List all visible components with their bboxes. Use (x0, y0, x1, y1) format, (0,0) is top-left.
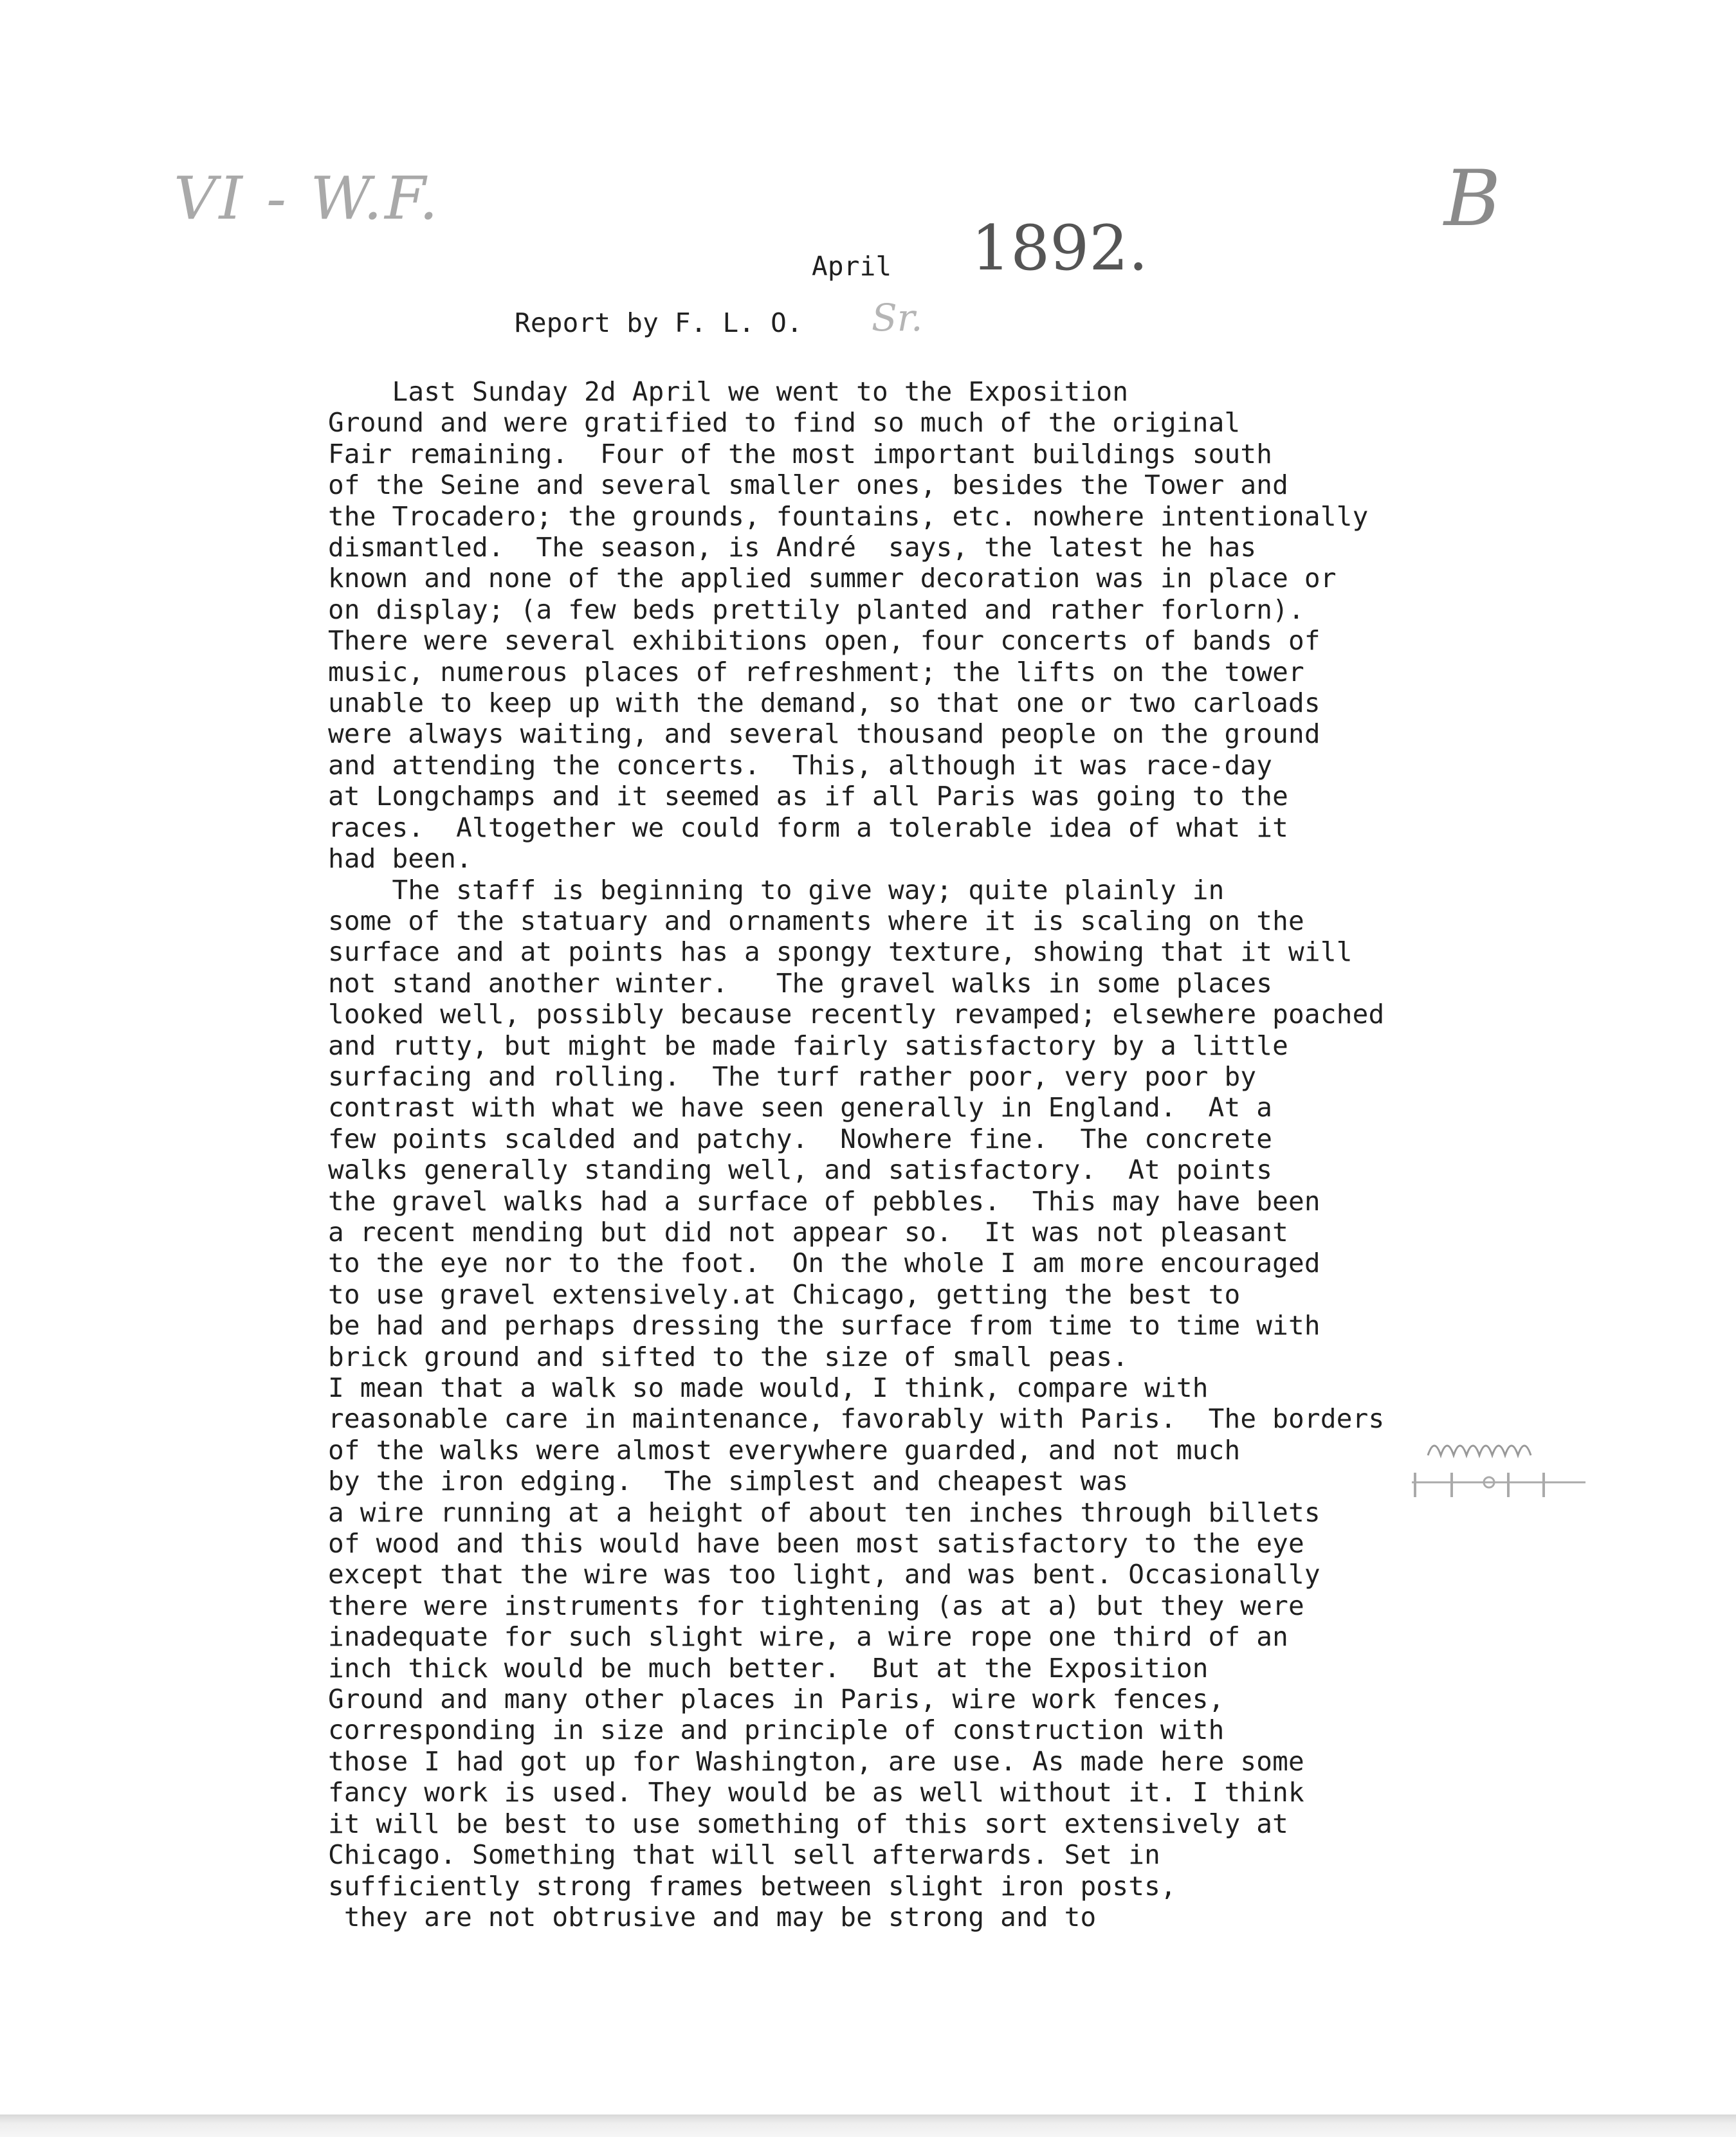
text-line: it will be best to use something of this sort extensively at (328, 1808, 1289, 1839)
text-line: and attending the concerts. This, although it was race-day (328, 749, 1273, 781)
text-line: had been. (328, 843, 472, 875)
text-line: surface and at points has a spongy texture, showing that it will (328, 936, 1353, 968)
text-line: at Longchamps and it seemed as if all Paris was going to the (328, 781, 1289, 812)
text-line: to use gravel extensively.at Chicago, getting the best to (328, 1278, 1241, 1310)
document-subtitle: Report by F. L. O. (515, 307, 803, 338)
text-line: races. Altogether we could form a tolerable idea of what it (328, 812, 1289, 843)
text-line: sufficiently strong frames between slight iron posts, (328, 1870, 1176, 1902)
text-line: the Trocadero; the grounds, fountains, etc. nowhere intentionally (328, 500, 1369, 532)
text-line: I mean that a walk so made would, I think, compare with (328, 1372, 1209, 1403)
text-line: dismantled. The season, is André says, the latest he has (328, 532, 1257, 563)
text-line: they are not obtrusive and may be strong and to (328, 1901, 1097, 1932)
handwritten-year: 1892. (971, 212, 1148, 284)
text-line: Ground and were gratified to find so much of the original (328, 407, 1241, 439)
text-line: a recent mending but did not appear so. It was not pleasant (328, 1216, 1289, 1248)
text-line: the gravel walks had a surface of pebbles. This may have been (328, 1185, 1320, 1217)
text-line: looked well, possibly because recently revamped; elsewhere poached (328, 999, 1385, 1030)
text-line: inch thick would be much better. But at the Exposition (328, 1652, 1209, 1684)
handwritten-reference: VI - W.F. (174, 164, 441, 233)
text-line: brick ground and sifted to the size of small peas. (328, 1341, 1129, 1372)
text-line: except that the wire was too light, and was bent. Occasionally (328, 1559, 1320, 1590)
text-line: were always waiting, and several thousand people on the ground (328, 718, 1320, 750)
text-line: music, numerous places of refreshment; the lifts on the tower (328, 656, 1304, 687)
document-title: April (812, 251, 892, 282)
text-line: Fair remaining. Four of the most important buildings south (328, 438, 1273, 469)
text-line: surfacing and rolling. The turf rather poor, very poor by (328, 1060, 1257, 1092)
text-line: be had and perhaps dressing the surface from time to time with (328, 1310, 1320, 1341)
text-line: and rutty, but might be made fairly satisfactory by a little (328, 1030, 1289, 1061)
text-line: few points scalded and patchy. Nowhere fine. The concrete (328, 1123, 1273, 1154)
text-line: not stand another winter. The gravel walks in some places (328, 967, 1273, 999)
text-line: Ground and many other places in Paris, wire work fences, (328, 1684, 1225, 1715)
handwritten-letter: B (1444, 154, 1501, 244)
text-line: there were instruments for tightening (as at a) but they were (328, 1590, 1304, 1621)
text-line: fancy work is used. They would be as well without it. I think (328, 1777, 1304, 1808)
text-line: to the eye nor to the foot. On the whole I am more encouraged (328, 1248, 1320, 1279)
text-line: inadequate for such slight wire, a wire rope one third of an (328, 1621, 1289, 1653)
text-line: There were several exhibitions open, four concerts of bands of (328, 625, 1320, 657)
text-line: of wood and this would have been most satisfactory to the eye (328, 1528, 1304, 1560)
page-bottom-edge (0, 2114, 1736, 2137)
text-line: unable to keep up with the demand, so that one or two carloads (328, 687, 1320, 719)
text-line: corresponding in size and principle of construction with (328, 1714, 1225, 1746)
text-line: known and none of the applied summer decoration was in place or (328, 563, 1337, 594)
text-line: on display; (a few beds prettily planted and rather forlorn). (328, 594, 1304, 625)
text-line: Chicago. Something that will sell afterwards. Set in (328, 1839, 1160, 1871)
edging-sketch-icon (1412, 1433, 1585, 1504)
text-line: Last Sunday 2d April we went to the Exposition (328, 376, 1129, 407)
text-line: reasonable care in maintenance, favorably with Paris. The borders (328, 1403, 1385, 1435)
text-line: of the walks were almost everywhere guarded, and not much (328, 1434, 1241, 1466)
text-line: walks generally standing well, and satisfactory. At points (328, 1154, 1273, 1186)
text-line: contrast with what we have seen generally in England. At a (328, 1092, 1273, 1123)
text-line: by the iron edging. The simplest and cheapest was (328, 1466, 1129, 1497)
text-line: a wire running at a height of about ten inches through billets (328, 1496, 1320, 1528)
handwritten-suffix: Sr. (872, 296, 923, 340)
text-line: some of the statuary and ornaments where it is scaling on the (328, 905, 1304, 936)
text-line: The staff is beginning to give way; quite plainly in (328, 874, 1225, 905)
text-line: those I had got up for Washington, are use. As made here some (328, 1745, 1304, 1777)
body-text (328, 376, 1384, 1932)
text-line: of the Seine and several smaller ones, besides the Tower and (328, 469, 1289, 501)
